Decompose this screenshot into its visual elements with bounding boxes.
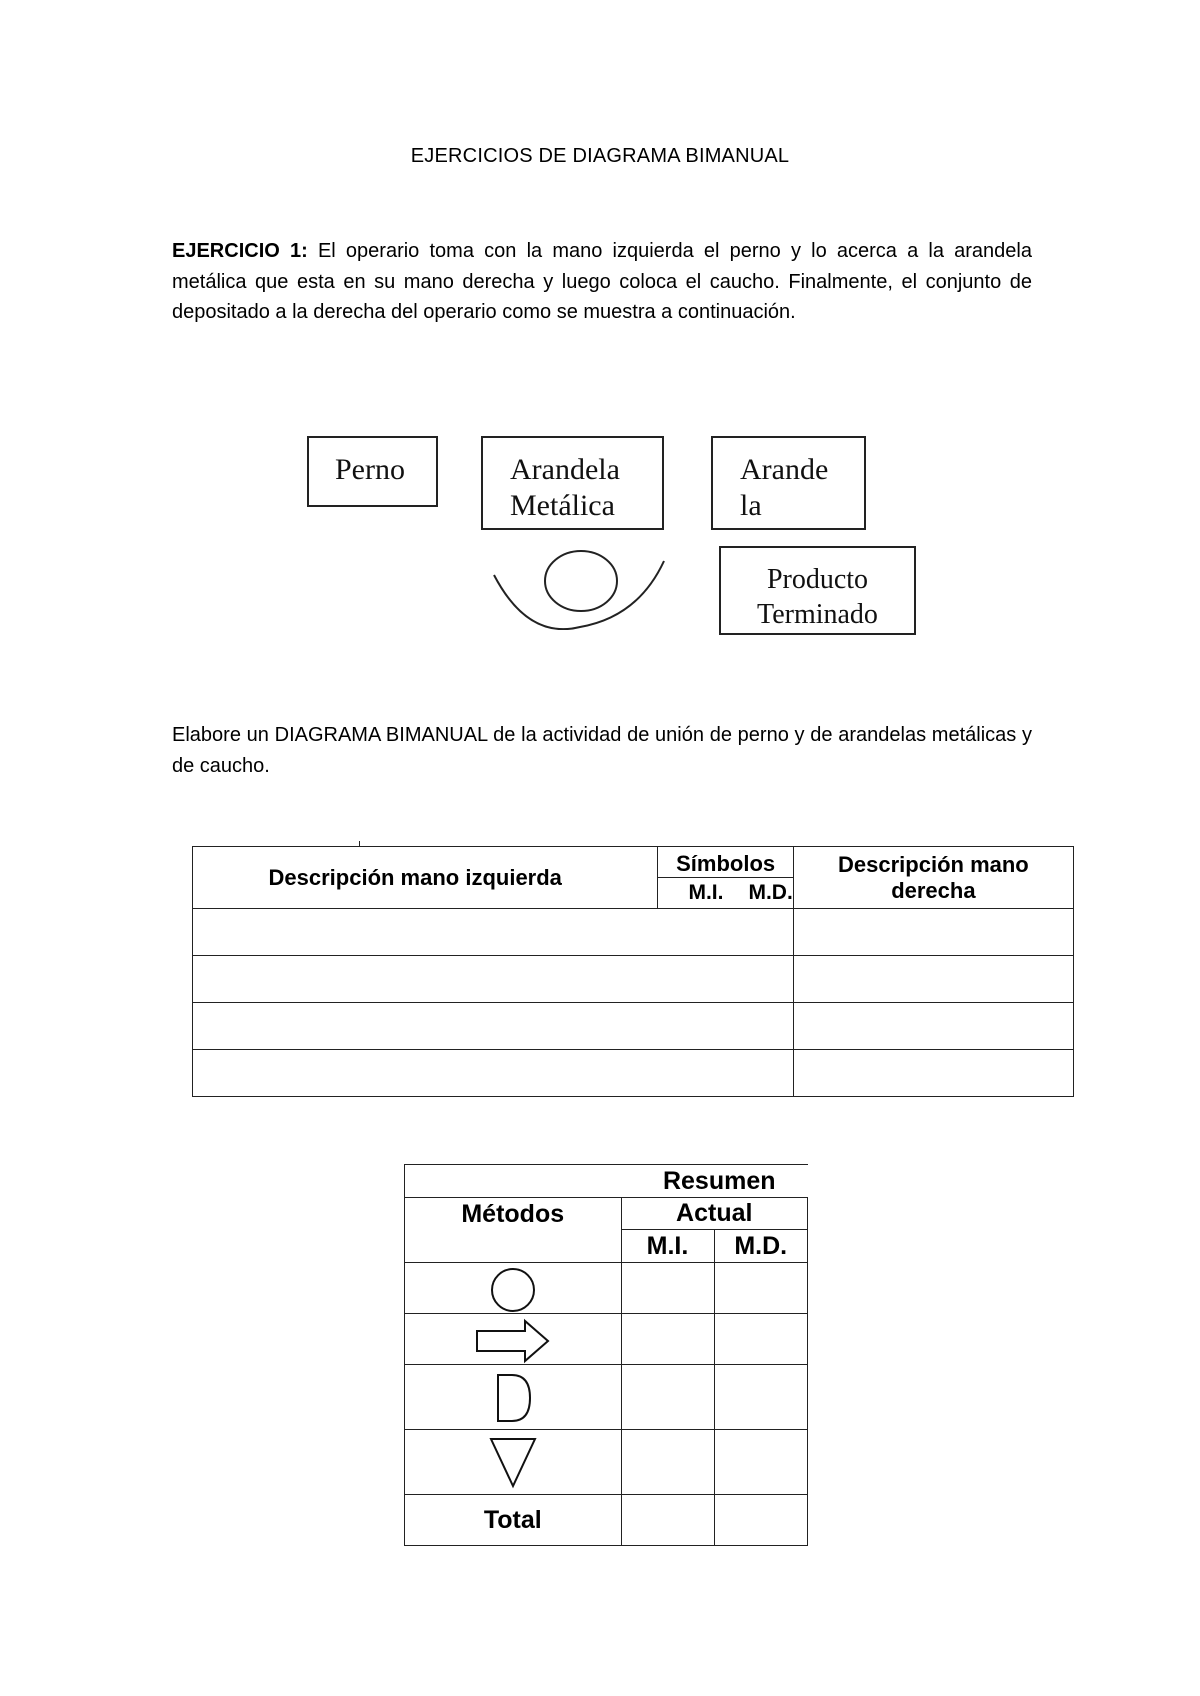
summary-cell[interactable] xyxy=(714,1430,808,1495)
table-row xyxy=(405,1314,808,1365)
summary-cell[interactable] xyxy=(621,1365,714,1430)
left-hand-cell[interactable] xyxy=(193,956,794,1003)
actual-header: Actual xyxy=(621,1198,808,1230)
producto-terminado-box xyxy=(719,546,916,635)
md-header: M.D. xyxy=(723,878,793,909)
bimanual-table xyxy=(192,846,1074,1097)
operation-circle-icon xyxy=(483,1263,543,1313)
delay-d-icon xyxy=(488,1367,538,1427)
summary-cell[interactable] xyxy=(714,1495,808,1546)
exercise-paragraph xyxy=(172,236,1032,328)
metodos-header: Métodos xyxy=(405,1198,622,1263)
storage-symbol-cell xyxy=(405,1430,622,1495)
arandela-label: Arande la xyxy=(740,453,829,522)
summary-cell[interactable] xyxy=(621,1314,714,1365)
perno-label: Perno xyxy=(335,453,405,486)
exercise-text: El operario toma con la mano izquierda el perno y lo acerca a la arandela metálica que esta en su mano derecha y luego coloca el caucho. Finalmente, el conjunto de depositado a la derecha del operario como se muestra a continuación. xyxy=(172,240,1032,323)
left-hand-cell[interactable] xyxy=(193,1003,794,1050)
right-hand-cell[interactable] xyxy=(793,1003,1073,1050)
left-hand-header: Descripción mano izquierda xyxy=(193,847,658,909)
summary-top-left xyxy=(405,1165,622,1198)
page-title: EJERCICIOS DE DIAGRAMA BIMANUAL xyxy=(410,145,790,167)
summary-cell[interactable] xyxy=(621,1495,714,1546)
summary-cell[interactable] xyxy=(714,1365,808,1430)
transport-symbol-cell xyxy=(405,1314,622,1365)
table-row xyxy=(193,909,1074,956)
mi-header: M.I. xyxy=(658,878,724,909)
summary-mi-header: M.I. xyxy=(621,1230,714,1263)
symbols-header: Símbolos xyxy=(658,847,793,878)
exercise-label: EJERCICIO 1: xyxy=(172,240,308,262)
operator-icon xyxy=(488,545,670,630)
transport-arrow-icon xyxy=(468,1314,558,1364)
instruction-paragraph: Elabore un DIAGRAMA BIMANUAL de la actividad de unión de perno y de arandelas metálicas y de caucho. xyxy=(172,724,1032,777)
arandela-box xyxy=(711,436,866,530)
table-row xyxy=(405,1263,808,1314)
perno-box xyxy=(307,436,438,507)
summary-table xyxy=(404,1164,808,1546)
resumen-header: Resumen xyxy=(621,1165,808,1198)
summary-cell[interactable] xyxy=(621,1430,714,1495)
arandela-metalica-box xyxy=(481,436,664,530)
table-row xyxy=(405,1430,808,1495)
summary-md-header: M.D. xyxy=(714,1230,808,1263)
producto-terminado-label: Producto Terminado xyxy=(757,564,878,630)
table-row xyxy=(193,956,1074,1003)
operator-arms-icon xyxy=(494,561,664,629)
table-row xyxy=(405,1495,808,1546)
delay-symbol-cell xyxy=(405,1365,622,1430)
storage-triangle-icon xyxy=(483,1432,543,1492)
summary-cell[interactable] xyxy=(714,1263,808,1314)
table-row xyxy=(193,1050,1074,1097)
operation-symbol-cell xyxy=(405,1263,622,1314)
total-label: Total xyxy=(405,1495,622,1546)
right-hand-cell[interactable] xyxy=(793,1050,1073,1097)
left-hand-cell[interactable] xyxy=(193,909,794,956)
operator-head-icon xyxy=(545,551,617,611)
right-hand-cell[interactable] xyxy=(793,956,1073,1003)
table-row xyxy=(193,1003,1074,1050)
arandela-metalica-label: Arandela Metálica xyxy=(510,453,620,522)
left-hand-cell[interactable] xyxy=(193,1050,794,1097)
right-hand-cell[interactable] xyxy=(793,909,1073,956)
summary-cell[interactable] xyxy=(714,1314,808,1365)
right-hand-header: Descripción mano derecha xyxy=(793,847,1073,909)
table-row xyxy=(405,1365,808,1430)
summary-cell[interactable] xyxy=(621,1263,714,1314)
